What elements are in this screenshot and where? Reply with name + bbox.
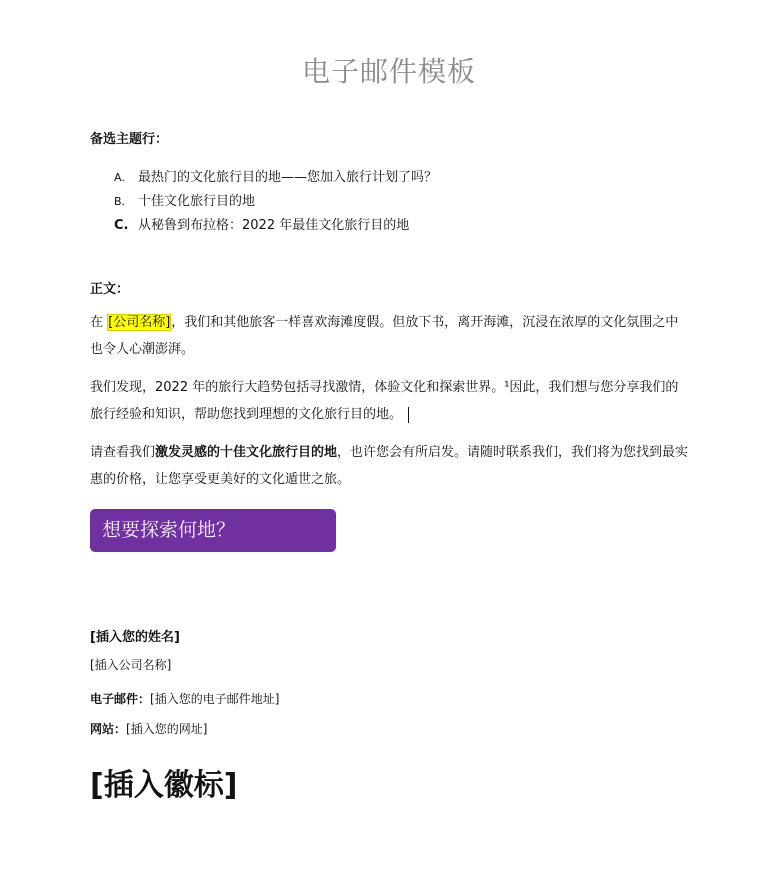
text-cursor (408, 407, 409, 423)
signature-email (90, 690, 279, 707)
email-label: 电子邮件： (90, 692, 151, 706)
list-marker: B. (114, 195, 126, 208)
logo-placeholder: [插入徽标] (90, 768, 238, 803)
signature-website (90, 720, 207, 737)
body-paragraph-1 (90, 309, 690, 363)
document-title: 电子邮件模板 (301, 55, 476, 88)
company-name-placeholder[interactable]: [公司名称] (108, 315, 171, 330)
paragraph-text: ，我们和其他旅客一样喜欢海滩度假。但放下书，离开海滩，沉浸在浓厚的文化氛围之中也令人心潮澎湃。 (90, 315, 679, 357)
body-paragraph-2[interactable] (90, 374, 690, 428)
subject-lines-list (114, 166, 437, 238)
subject-option-b (114, 190, 437, 214)
subject-lines-heading: 备选主题行： (90, 132, 169, 147)
website-value: [插入您的网址] (126, 722, 208, 736)
website-label: 网站： (90, 722, 127, 736)
destinations-link-text[interactable]: 激发灵感的十佳文化旅行目的地 (155, 445, 338, 460)
signature-name: [插入您的姓名] (90, 630, 180, 645)
subject-option-text: 从秘鲁到布拉格：2022 年最佳文化旅行目的地 (138, 218, 410, 233)
signature-company: [插入公司名称] (90, 658, 172, 672)
paragraph-text: ，也许您会有所启发。请随时联系我们，我们将为您找到最实惠的价格，让您享受更美好的文化遁世之旅。 (90, 445, 689, 487)
subject-option-text: 十佳文化旅行目的地 (138, 194, 256, 209)
email-value: [插入您的电子邮件地址] (150, 692, 280, 706)
body-paragraph-3 (90, 439, 690, 493)
paragraph-text: 请查看我们 (90, 445, 156, 460)
subject-option-a (114, 166, 437, 190)
subject-option-text: 最热门的文化旅行目的地——您加入旅行计划了吗？ (138, 170, 438, 185)
subject-option-c (114, 214, 437, 238)
list-marker: C. (114, 218, 129, 233)
paragraph-text: 我们发现，2022 年的旅行大趋势包括寻找激情，体验文化和探索世界。¹因此，我们想与您分享我们的旅行经验和知识，帮助您找到理想的文化旅行目的地。 (90, 380, 679, 422)
body-heading: 正文： (90, 282, 130, 297)
list-marker: A. (114, 171, 125, 184)
explore-cta-button[interactable]: 想要探索何地？ (90, 509, 336, 552)
paragraph-text: 在 (90, 315, 108, 330)
